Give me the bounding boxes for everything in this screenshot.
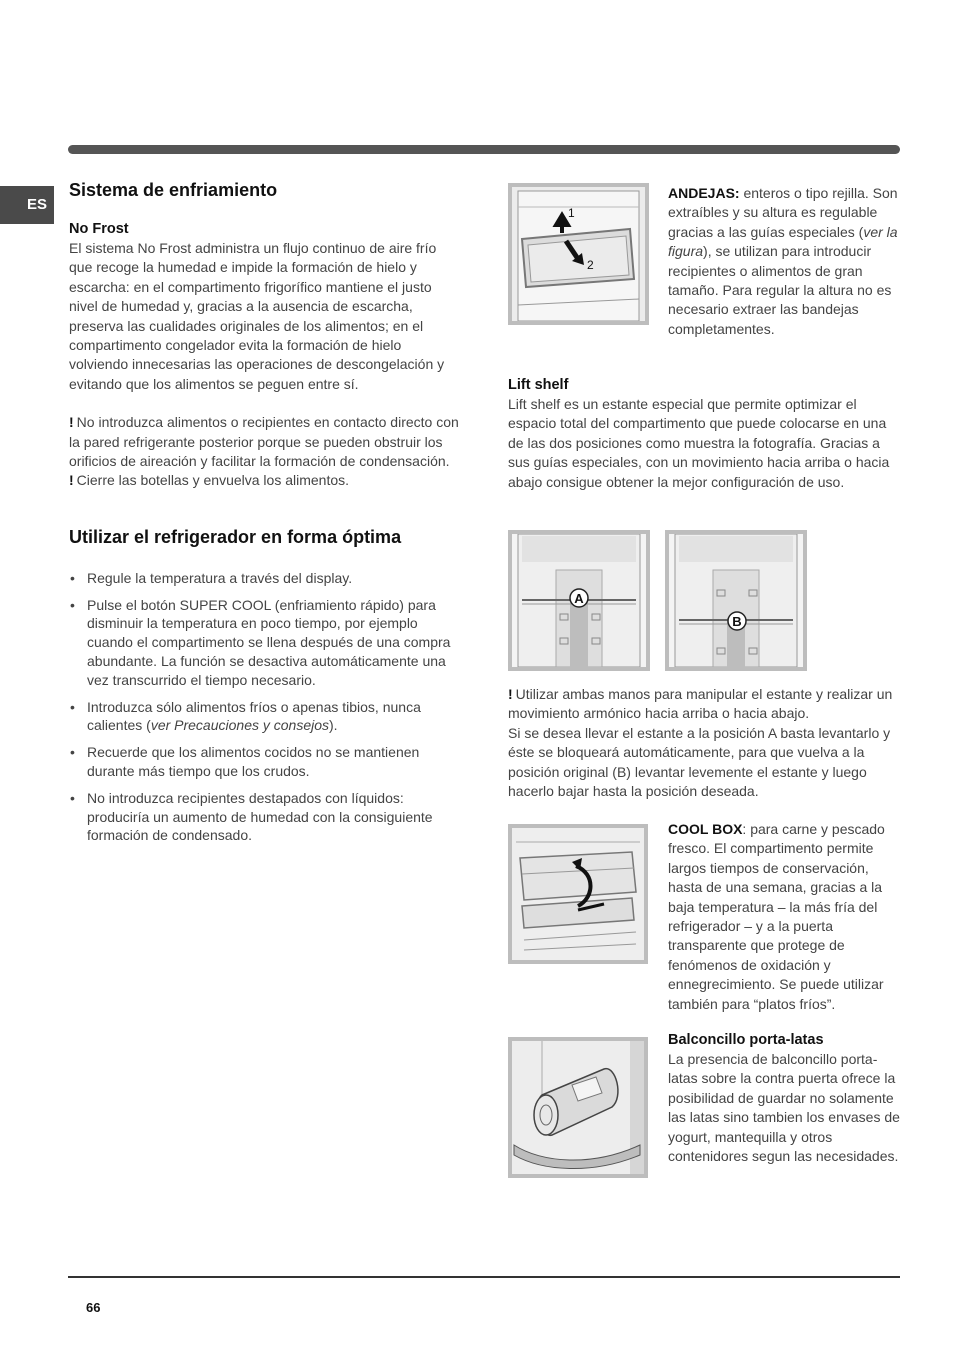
warning-1: ! No introduzca alimentos o recipientes en contacto directo con la pared refrigerante posterior porque se pueden obstruir los orificios de aireación y facilitar la formación de condensación. [69, 414, 459, 470]
andejas-label: ANDEJAS: [668, 185, 740, 201]
warning-mark: ! [508, 686, 513, 702]
lift-shelf-warning: ! Utilizar ambas manos para manipular el estante y realizar un movimiento armónico hacia arriba o hacia abajo. Si se desea llevar el estante a la posición A basta levantarlo y éste se bloqueará automáticamente, para que vuelva a la posición original (B) levantar levemente el estante y luego hacerlo bajar hasta la posición deseada. [508, 686, 893, 800]
section-title-usage: Utilizar el refrigerador en forma óptima [69, 526, 402, 547]
lift-shelf-block [508, 376, 900, 492]
section-title-cooling: Sistema de enfriamiento [69, 180, 278, 200]
usage-list [69, 569, 459, 845]
lift-shelf-title: Lift shelf [508, 377, 569, 393]
nofrost-text: El sistema No Frost administra un flujo continuo de aire frío que recoge la humedad e impide la formación de hielo y escarcha: en el compartimento frigorífico mantiene el justo nivel de humedad y, gracias a la ausencia de escarcha, preserva las cualidades originales de los alimentos; en el compartimento congelador evita la formación de hielo volviendo innecesarias las operaciones de descongelación y evitando que los alimentos se peguen entre sí. [69, 240, 445, 392]
warning-mark: ! [69, 472, 74, 489]
warning-2: ! Cierre las botellas y envuelva los alimentos. [69, 472, 350, 489]
lift-shelf-illustration-a [512, 534, 646, 667]
cool-box-figure [508, 824, 648, 964]
lift-shelf-text: Lift shelf es un estante especial que permite optimizar el espacio total del compartimento que puede colocarse en una de las dos posiciones como muestra la fotografía. Gracias a sus guías especiales, con un movimiento hacia arriba o hacia abajo consigue obtener la mejor configuración de uso. [508, 396, 890, 490]
list-item: • No introduzca recipientes destapados con líquidos: produciría un aumento de humedad con la consiguiente formación de condensado. [69, 789, 459, 845]
can-holder-figure [508, 1037, 648, 1178]
cool-box-label: COOL BOX [668, 821, 743, 837]
header-rule [68, 145, 900, 154]
warning-mark: ! [69, 414, 74, 431]
footer-rule [68, 1276, 900, 1278]
position-a-label: A [574, 591, 584, 606]
list-item: • Recuerde que los alimentos cocidos no se mantienen durante más tiempo que los crudos. [69, 743, 459, 781]
lift-shelf-figure-a [508, 530, 650, 671]
list-item: • Regule la temperatura a través del display. [69, 569, 459, 588]
lift-shelf-figure-b [665, 530, 807, 671]
figure-label-1: 1 [568, 206, 575, 220]
shelf-illustration [512, 187, 645, 321]
nofrost-title: No Frost [69, 221, 129, 237]
list-item: • Introduzca sólo alimentos fríos o apenas tibios, nunca calientes (ver Precauciones y consejos). [69, 698, 459, 736]
shelf-figure [508, 183, 649, 325]
language-tab: ES [0, 186, 54, 224]
list-item: • Pulse el botón SUPER COOL (enfriamiento rápido) para disminuir la temperatura en poco tiempo, por ejemplo cuando el compartimento se llena después de una compra abundante. La función se desactiva automáticamente una vez transcurrido el tiempo necesario. [69, 596, 459, 690]
lift-shelf-illustration-b [669, 534, 803, 667]
andejas-text: ANDEJAS: enteros o tipo rejilla. Son extraíbles y su altura es regulable gracias a las guías especiales (ver la figura), se utilizan para introducir recipientes o alimentos de gran tamaño. Para regular la altura no es necesario extraer las bandejas completamentes. [668, 185, 898, 337]
can-holder-text: La presencia de balconcillo porta-latas sobre la contra puerta ofrece la posibilidad de guardar no solamente las latas sino tambien los envases de yogurt, mantequilla y otros contenidores segun las necesidades. [668, 1051, 900, 1165]
can-holder-block [668, 1031, 900, 1166]
page-number: 66 [86, 1300, 101, 1315]
left-column [69, 178, 459, 853]
cool-box-text: COOL BOX: para carne y pescado fresco. El compartimento permite largos tiempos de conservación, hasta de una semana, gracias a la baja temperatura – la más fría del refrigerador – y a la puerta transparente que protege de fenómenos de oxidación y ennegrecimiento. Se puede utilizar también para “platos fríos”. [668, 821, 885, 1012]
can-holder-illustration [512, 1041, 644, 1174]
can-holder-title: Balconcillo porta-latas [668, 1032, 824, 1048]
cool-box-illustration [512, 828, 644, 960]
position-b-label: B [732, 614, 742, 629]
figure-label-2: 2 [587, 258, 594, 272]
